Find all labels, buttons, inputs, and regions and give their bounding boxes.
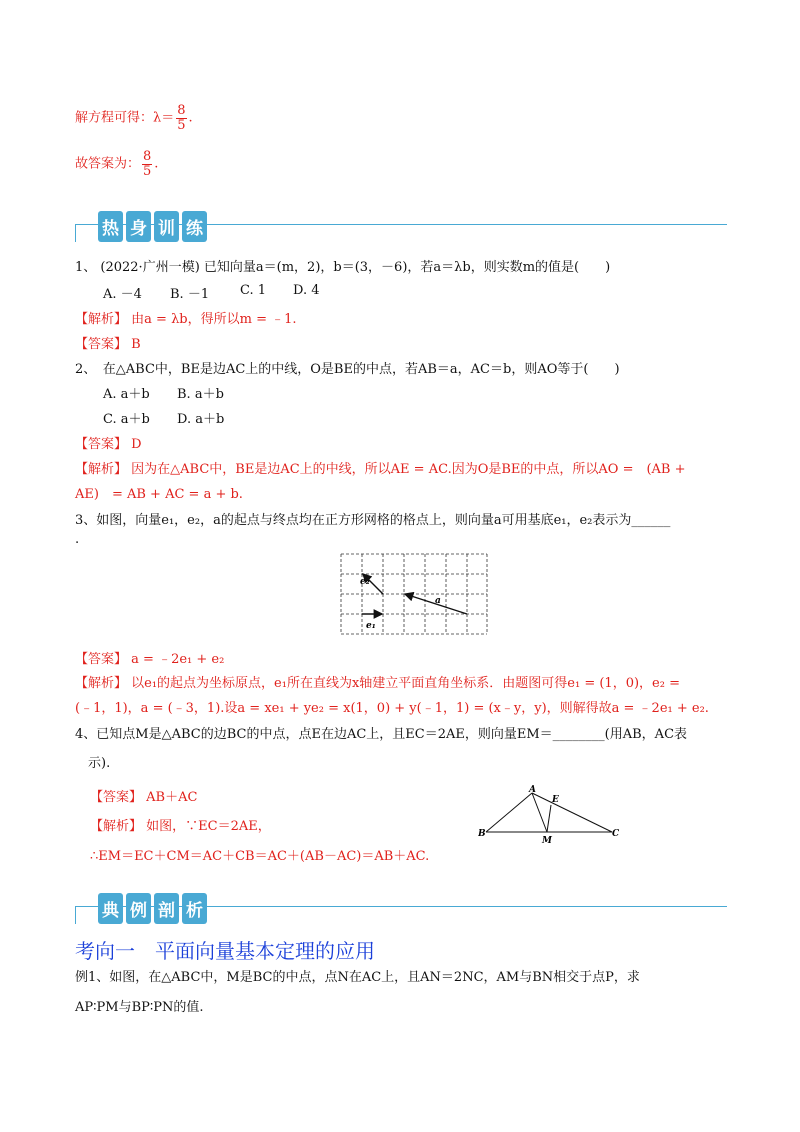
solve-label: 解方程可得： (75, 110, 154, 126)
q2-analysis-label: 【解析】 (75, 462, 128, 477)
section-warmup-char: 热 (98, 211, 123, 242)
heading-direction-one: 考向一 平面向量基本定理的应用 (75, 939, 375, 963)
q3-stem: 3、如图，向量e₁，e₂，a的起点与终点均在正方形网格的格点上，则向量a可用基底e₁，e₂表示为______ (75, 513, 671, 528)
section-examples-char: 析 (182, 893, 207, 924)
q4-triangle-figure (478, 782, 623, 847)
answer-end: . (154, 156, 159, 172)
q4-label-a: A (529, 785, 536, 795)
section-warmup-char: 练 (182, 211, 207, 242)
q1-stem: 1、 (2022·广州一模) 已知向量a＝(m，2)，b＝(3，－6)，若a＝λb，则实数m的值是( ) (75, 260, 611, 275)
section-warmup-title (98, 211, 207, 242)
q2-stem: 2、 在△ABC中，BE是边AC上的中线，O是BE的中点，若AB＝a，AC＝b，则AO等于( ) (75, 362, 620, 377)
q4-analysis-line1 (90, 815, 271, 834)
q3-grid-lines (341, 554, 487, 634)
q4-answer-label: 【答案】 (90, 790, 143, 805)
answer-numerator: 8 (143, 149, 152, 164)
q1-analysis-label: 【解析】 (75, 312, 128, 327)
q4-stem-line1: 4、已知点M是△ABC的边BC的中点，点E在边AC上，且EC＝2AE，则向量EM＝________(用AB，AC表 (75, 727, 688, 742)
q4-answer (90, 786, 197, 805)
q4-answer-value: AB＋AC (146, 790, 198, 805)
q3-answer (75, 648, 224, 667)
q4-analysis-text1: 如图，∵EC＝2AE， (146, 819, 271, 834)
q2-analysis-line2: AE) = AB + AC = a + b. (75, 487, 243, 502)
lambda-eq: λ＝ (153, 110, 175, 126)
section-warmup-char: 训 (154, 211, 179, 242)
q3-analysis-line2: (﹣1，1)，a = (﹣3，1).设a = xe₁ + ye₂ = x(1，0) + y(﹣1，1) = (x﹣y，y)，则解得故a = ﹣2e₁ + e₂. (75, 701, 709, 716)
answer-fraction (142, 150, 152, 178)
q2-analysis-line1 (75, 458, 686, 477)
q2-answer-label: 【答案】 (75, 437, 128, 452)
example1-line1: 例1、如图，在△ABC中，M是BC的中点，点N在AC上，且AN＝2NC，AM与BN相交于点P，求 (75, 970, 640, 985)
lambda-end: . (188, 110, 193, 126)
q4-analysis-line2: ∴EM＝EC＋CM＝AC＋CB＝AC＋(AB－AC)＝AB＋AC. (90, 849, 430, 864)
section-examples-char: 剖 (154, 893, 179, 924)
q2-analysis-text1: 因为在△ABC中，BE是边AC上的中线，所以AE = AC.因为O是BE的中点，所以AO = (AB + (131, 462, 686, 477)
q3-label-e1: e₁ (366, 621, 376, 631)
q4-label-e: E (552, 795, 559, 805)
q3-analysis-text1: 以e₁的起点为坐标原点，e₁所在直线为x轴建立平面直角坐标系．由题图可得e₁ = (1，0)，e₂ = (131, 676, 680, 691)
answer-line (75, 150, 158, 178)
q2-option-b: B. a＋b (177, 387, 224, 402)
q3-label-a: a (435, 596, 441, 606)
q1-analysis (75, 308, 297, 327)
lambda-numerator: 8 (177, 103, 186, 118)
q2-option-c: C. a＋b (103, 412, 150, 427)
q3-answer-value: a = ﹣2e₁ + e₂ (131, 652, 225, 667)
answer-label: 故答案为： (75, 156, 141, 172)
q2-answer (75, 433, 142, 452)
q4-label-b: B (478, 829, 486, 839)
lambda-denominator: 5 (177, 117, 186, 133)
q2-answer-value: D (131, 437, 142, 452)
q4-analysis-label: 【解析】 (90, 819, 143, 834)
section-examples-tick (75, 906, 76, 924)
q1-option-c: C. 1 (240, 283, 267, 298)
q4-label-m: M (542, 836, 552, 846)
answer-denominator: 5 (143, 163, 152, 179)
section-examples-char: 典 (98, 893, 123, 924)
q1-answer (75, 333, 141, 352)
q1-analysis-text: 由a = λb，得所以m = ﹣1. (131, 312, 297, 327)
q1-answer-value: B (131, 337, 141, 352)
q3-analysis-label: 【解析】 (75, 676, 128, 691)
q3-label-e2: e₂ (360, 577, 370, 587)
q3-answer-label: 【答案】 (75, 652, 128, 667)
q2-option-d: D. a＋b (177, 412, 225, 427)
q4-label-c: C (612, 829, 620, 839)
q3-analysis-line1 (75, 672, 680, 691)
q2-option-a: A. a＋b (103, 387, 150, 402)
section-warmup-tick (75, 224, 76, 242)
q3-grid-figure (335, 548, 490, 638)
section-warmup-char: 身 (126, 211, 151, 242)
q1-option-a: A. －4 (103, 287, 142, 302)
q4-stem-line2: 示). (88, 756, 111, 771)
example1-line2: AP∶PM与BP∶PN的值. (75, 1000, 204, 1015)
section-examples-title (98, 893, 207, 924)
q1-option-d: D. 4 (293, 283, 320, 298)
section-examples-char: 例 (126, 893, 151, 924)
q3-stem-end: . (75, 532, 80, 547)
q1-option-b: B. －1 (170, 287, 210, 302)
lambda-fraction (176, 104, 186, 132)
q1-answer-label: 【答案】 (75, 337, 128, 352)
solve-line (75, 104, 193, 132)
